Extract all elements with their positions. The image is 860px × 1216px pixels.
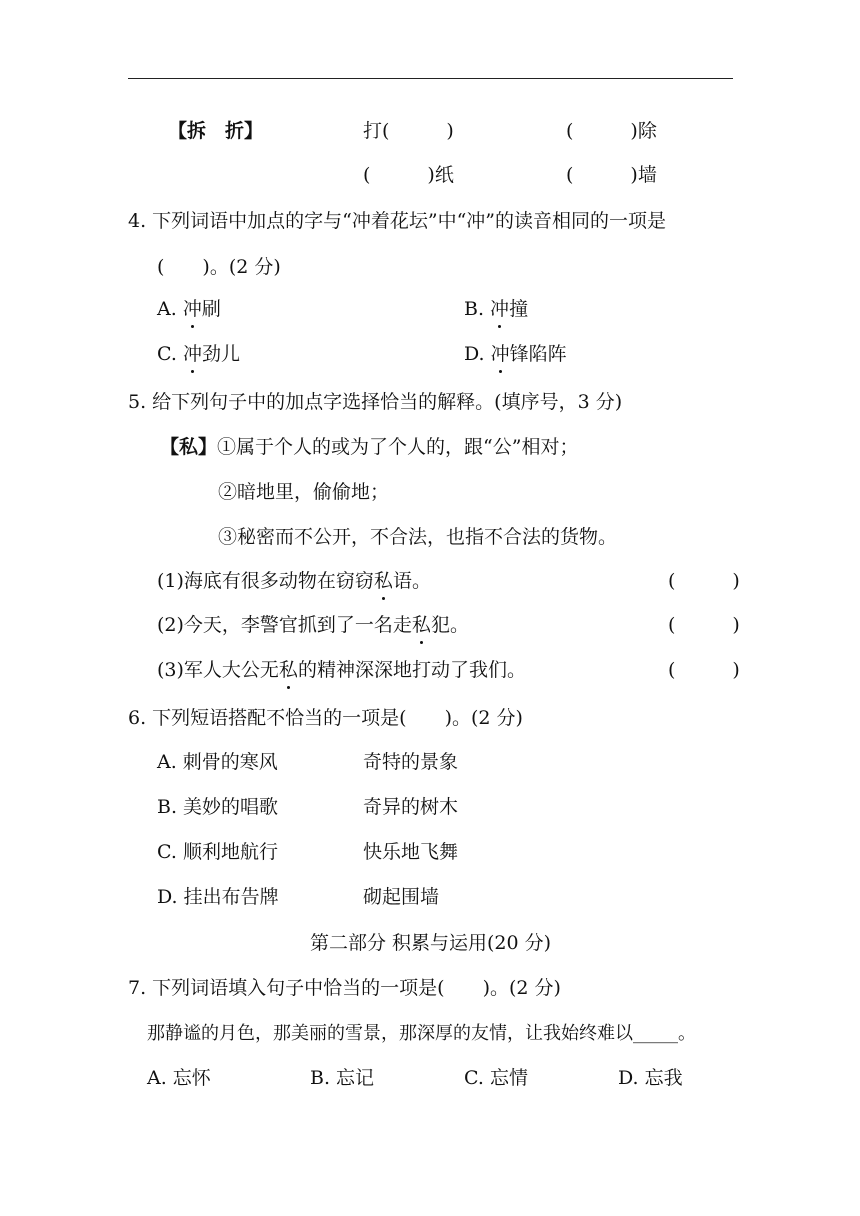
- q5-definition-2: ②暗地里，偷偷地；: [218, 481, 390, 503]
- q5-item-3: (3)军人大公无私的精神深深地打动了我们。: [157, 655, 526, 682]
- q6-option-c-right: 快乐地飞舞: [363, 841, 459, 863]
- blank-chu: ( )除: [566, 120, 657, 142]
- q5-dotted-char: 私: [279, 655, 298, 682]
- blank-zhi: ( )纸: [363, 164, 454, 186]
- q4-option-c: C. 冲劲儿: [157, 339, 240, 366]
- q6-option-c-left: C. 顺利地航行: [157, 841, 278, 863]
- q4-option-a: A. 冲刷: [157, 294, 221, 321]
- q5-tag: 【私】: [160, 436, 218, 458]
- q5-stem: 5. 给下列句子中的加点字选择恰当的解释。(填序号，3 分): [128, 391, 623, 413]
- q4-dotted-char: 冲: [491, 339, 510, 366]
- q5-item-1: (1)海底有很多动物在窃窃私语。: [157, 566, 431, 593]
- q5-item-2-blank: ( ): [668, 614, 740, 636]
- q4-option-d: D. 冲锋陷阵: [464, 339, 567, 366]
- q4-stem-answer: ( )。(2 分): [157, 256, 281, 278]
- q6-option-d-right: 砌起围墙: [363, 886, 440, 908]
- blank-qiang: ( )墙: [566, 164, 657, 186]
- q6-stem: 6. 下列短语搭配不恰当的一项是( )。(2 分): [128, 707, 523, 729]
- q7-option-b: B. 忘记: [310, 1067, 375, 1089]
- section-title: 第二部分 积累与运用(20 分): [309, 932, 552, 954]
- q5-definition-3: ③秘密而不公开，不合法，也指不合法的货物。: [218, 526, 618, 548]
- q7-option-c: C. 忘情: [464, 1067, 528, 1089]
- q5-item-3-blank: ( ): [668, 659, 740, 681]
- q5-dotted-char: 私: [374, 566, 393, 593]
- q6-option-b-right: 奇异的树木: [363, 796, 459, 818]
- char-pair-tag: 【拆 折】: [168, 120, 264, 142]
- q5-item-1-blank: ( ): [668, 570, 740, 592]
- q6-option-a-right: 奇特的景象: [363, 751, 459, 773]
- q4-stem: 4. 下列词语中加点的字与“冲着花坛”中“冲”的读音相同的一项是: [128, 210, 667, 232]
- q5-definition-1: 【私】①属于个人的或为了个人的，跟“公”相对；: [160, 436, 579, 458]
- q5-item-2: (2)今天，李警官抓到了一名走私犯。: [157, 610, 469, 637]
- top-rule: [128, 78, 733, 79]
- q4-dotted-char: 冲: [183, 294, 202, 321]
- q6-option-b-left: B. 美妙的唱歌: [157, 796, 279, 818]
- q6-option-a-left: A. 刺骨的寒风: [157, 751, 278, 773]
- q4-option-b: B. 冲撞: [464, 294, 528, 321]
- q7-stem: 7. 下列词语填入句子中恰当的一项是( )。(2 分): [128, 977, 561, 999]
- q7-option-d: D. 忘我: [618, 1067, 683, 1089]
- q7-sentence: 那静谧的月色，那美丽的雪景，那深厚的友情，让我始终难以_____。: [147, 1023, 696, 1044]
- blank-da: 打( ): [363, 120, 454, 142]
- q5-dotted-char: 私: [412, 610, 431, 637]
- q4-dotted-char: 冲: [183, 339, 202, 366]
- q4-dotted-char: 冲: [490, 294, 509, 321]
- q7-option-a: A. 忘怀: [147, 1067, 211, 1089]
- q6-option-d-left: D. 挂出布告牌: [157, 886, 279, 908]
